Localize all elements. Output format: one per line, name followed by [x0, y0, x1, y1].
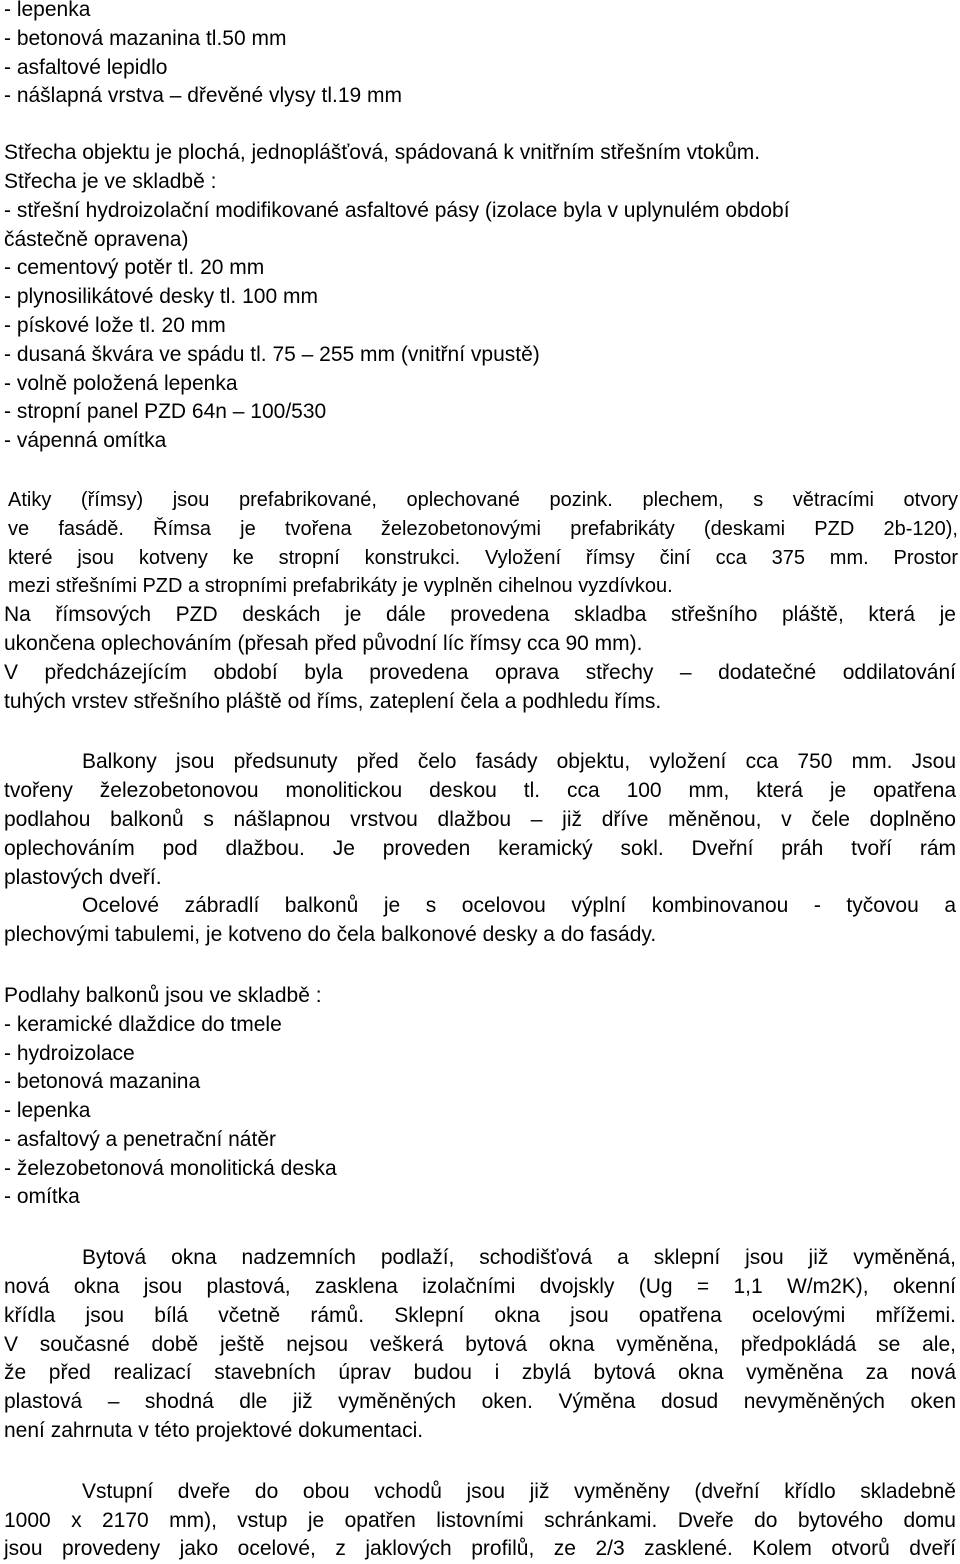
list-item: - hydroizolace [4, 1041, 135, 1065]
list-item: - dusaná škvára ve spádu tl. 75 – 255 mm (vnitřní vpustě) [4, 342, 540, 366]
list-item: - střešní hydroizolační modifikované asfaltové pásy (izolace byla v uplynulém období [4, 198, 790, 222]
okna-paragraph [4, 1244, 956, 1446]
list-item: - plynosilikátové desky tl. 100 mm [4, 285, 318, 309]
paragraph-line: plechovými tabulemi, je kotveno do čela balkonové desky a do fasády. [4, 923, 657, 947]
paragraph-line: V předcházejícím období byla provedena oprava střechy – dodatečné oddilatování [4, 660, 956, 684]
dvere-paragraph [4, 1478, 956, 1564]
paragraph-line: není zahrnuta v této projektové dokumentaci. [4, 1419, 424, 1443]
podlahy-section [4, 982, 956, 1212]
paragraph-line: tvořeny železobetonovou monolitickou deskou tl. cca 100 mm, která je opatřena [4, 779, 956, 803]
list-item: - keramické dlaždice do tmele [4, 1012, 282, 1036]
paragraph-line: křídla jsou bílá včetně rámů. Sklepní okna jsou opatřena ocelovými mřížemi. [4, 1303, 956, 1327]
roof-intro: Střecha objektu je plochá, jednoplášťová, spádovaná k vnitřním střešním vtokům. [4, 141, 761, 165]
paragraph-line: V současné době ještě nejsou veškerá bytová okna vyměněna, předpokládá se ale, [4, 1332, 956, 1356]
list-item: - omítka [4, 1185, 80, 1209]
paragraph-line: oplechováním pod dlažbou. Je proveden keramický sokl. Dveřní práh tvoří rám [4, 836, 956, 860]
paragraph-line: že před realizací stavebních úprav budou i zbylá bytová okna vyměněna za nová [4, 1361, 956, 1385]
paragraph-line: 1000 x 2170 mm), vstup je opatřen listovními schránkami. Dveře do bytového domu [4, 1508, 956, 1532]
list-item: - lepenka [4, 0, 91, 21]
paragraph-line: Na římsových PZD deskách je dále provedena skladba střešního pláště, která je [4, 603, 956, 627]
paragraph-line: Ocelové zábradlí balkonů je s ocelovou výplní kombinovanou - tyčovou a [82, 894, 956, 918]
podlahy-title: Podlahy balkonů jsou ve skladbě : [4, 983, 322, 1007]
paragraph-line: Atiky (římsy) jsou prefabrikované, oplechované pozink. plechem, s větracími otvory [8, 488, 958, 511]
list-item: - vápenná omítka [4, 429, 167, 453]
paragraph-line: tuhých vrstev střešního pláště od říms, zateplení čela a podhledu říms. [4, 689, 662, 713]
paragraph-line: nová okna jsou plastová, zasklena izolačními dvojskly (Ug = 1,1 W/m2K), okenní [4, 1275, 956, 1299]
paragraph-line: mezi střešními PZD a stropními prefabrikáty je vyplněn cihelnou vyzdívkou. [8, 575, 673, 598]
balkony-paragraph [4, 748, 956, 892]
roof-section [4, 139, 956, 456]
paragraph-line: plastových dveří. [4, 865, 162, 889]
paragraph-line: Vstupní dveře do obou vchodů jsou již vyměněny (dveřní křídlo skladebně [82, 1479, 956, 1503]
floor-layer-list [4, 0, 956, 111]
list-item: - nášlapná vrstva – dřevěné vlysy tl.19 mm [4, 84, 402, 108]
rimsa-paragraph [4, 601, 956, 716]
list-item: - stropní panel PZD 64n – 100/530 [4, 400, 327, 424]
list-item: - asfaltové lepidlo [4, 55, 168, 79]
atiky-paragraph [4, 486, 956, 601]
list-item: - cementový potěr tl. 20 mm [4, 256, 265, 280]
paragraph-line: jsou provedeny jako ocelové, z jaklových profilů, ze 2/3 zasklené. Kolem otvorů dveří [4, 1537, 956, 1561]
list-item: - asfaltový a penetrační nátěr [4, 1127, 276, 1151]
paragraph-line: Bytová okna nadzemních podlaží, schodišťová a sklepní jsou již vyměněná, [82, 1246, 956, 1270]
list-item: - železobetonová monolitická deska [4, 1156, 337, 1180]
list-item: - lepenka [4, 1099, 91, 1123]
list-item: - pískové lože tl. 20 mm [4, 313, 226, 337]
list-item: částečně opravena) [4, 227, 189, 251]
document-page [4, 0, 956, 1564]
list-item: - volně položená lepenka [4, 371, 238, 395]
paragraph-line: podlahou balkonů s nášlapnou vrstvou dlažbou – již dříve měněnou, v čele doplněno [4, 807, 956, 831]
zabradli-paragraph [4, 892, 956, 950]
paragraph-line: Balkony jsou předsunuty před čelo fasády objektu, vyložení cca 750 mm. Jsou [82, 750, 956, 774]
paragraph-line: ve fasádě. Římsa je tvořena železobetonovými prefabrikáty (deskami PZD 2b-120), [8, 517, 958, 540]
paragraph-line: ukončena oplechováním (přesah před původní líc římsy cca 90 mm). [4, 631, 643, 655]
paragraph-line: které jsou kotveny ke stropní konstrukci. Vyložení římsy činí cca 375 mm. Prostor [8, 546, 958, 569]
list-item: - betonová mazanina tl.50 mm [4, 26, 287, 50]
paragraph-line: plastová – shodná dle již vyměněných oken. Výměna dosud nevyměněných oken [4, 1390, 956, 1414]
roof-composition-title: Střecha je ve skladbě : [4, 169, 217, 193]
list-item: - betonová mazanina [4, 1070, 201, 1094]
